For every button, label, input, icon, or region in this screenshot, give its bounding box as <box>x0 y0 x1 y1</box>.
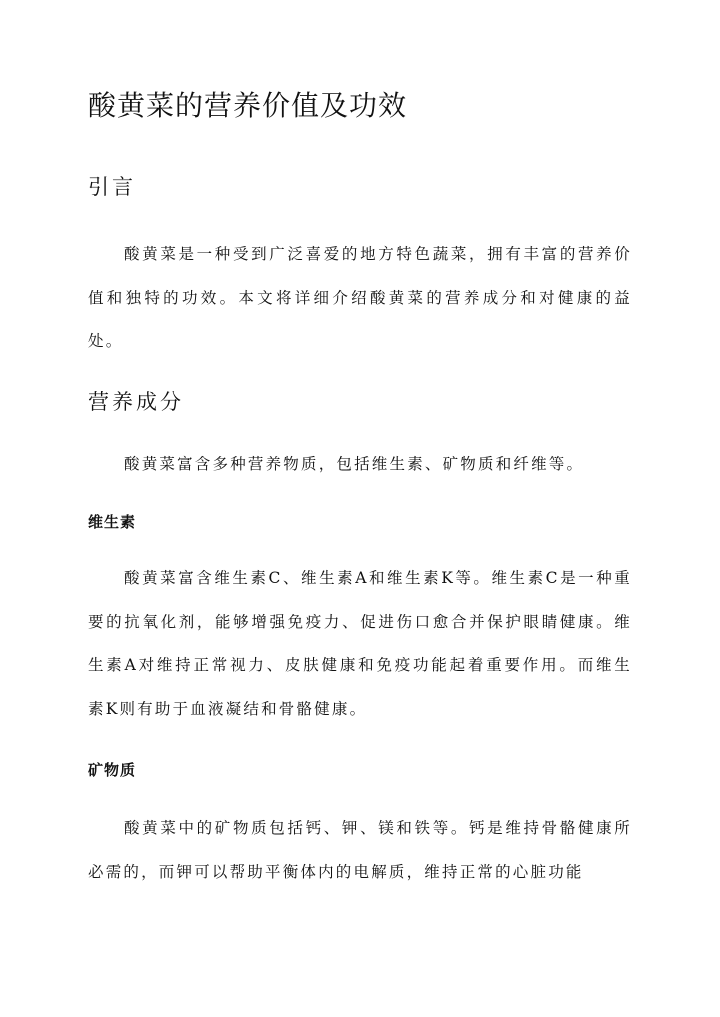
nutrition-paragraph: 酸黄菜富含多种营养物质，包括维生素、矿物质和纤维等。 <box>124 455 585 473</box>
subsection-heading-mineral: 矿物质 <box>88 761 137 779</box>
subsection-heading-vitamin: 维生素 <box>88 513 137 531</box>
section-heading-intro: 引言 <box>88 175 136 199</box>
page-title: 酸黄菜的营养价值及功效 <box>88 89 408 122</box>
intro-paragraph: 酸黄菜是一种受到广泛喜爱的地方特色蔬菜，拥有丰富的营养价值和独特的功效。本文将详细介绍酸黄菜的营养成分和对健康的益处。 <box>88 245 632 350</box>
section-heading-nutrition: 营养成分 <box>88 390 184 414</box>
mineral-paragraph: 酸黄菜中的矿物质包括钙、钾、镁和铁等。钙是维持骨骼健康所必需的，而钾可以帮助平衡体内的电解质，维持正常的心脏功能 <box>88 819 632 881</box>
vitamin-paragraph: 酸黄菜富含维生素C、维生素A和维生素K等。维生素C是一种重要的抗氧化剂，能够增强免疫力、促进伤口愈合并保护眼睛健康。维生素A对维持正常视力、皮肤健康和免疫功能起着重要作用。而维生素K则有助于血液凝结和骨骼健康。 <box>88 569 632 718</box>
